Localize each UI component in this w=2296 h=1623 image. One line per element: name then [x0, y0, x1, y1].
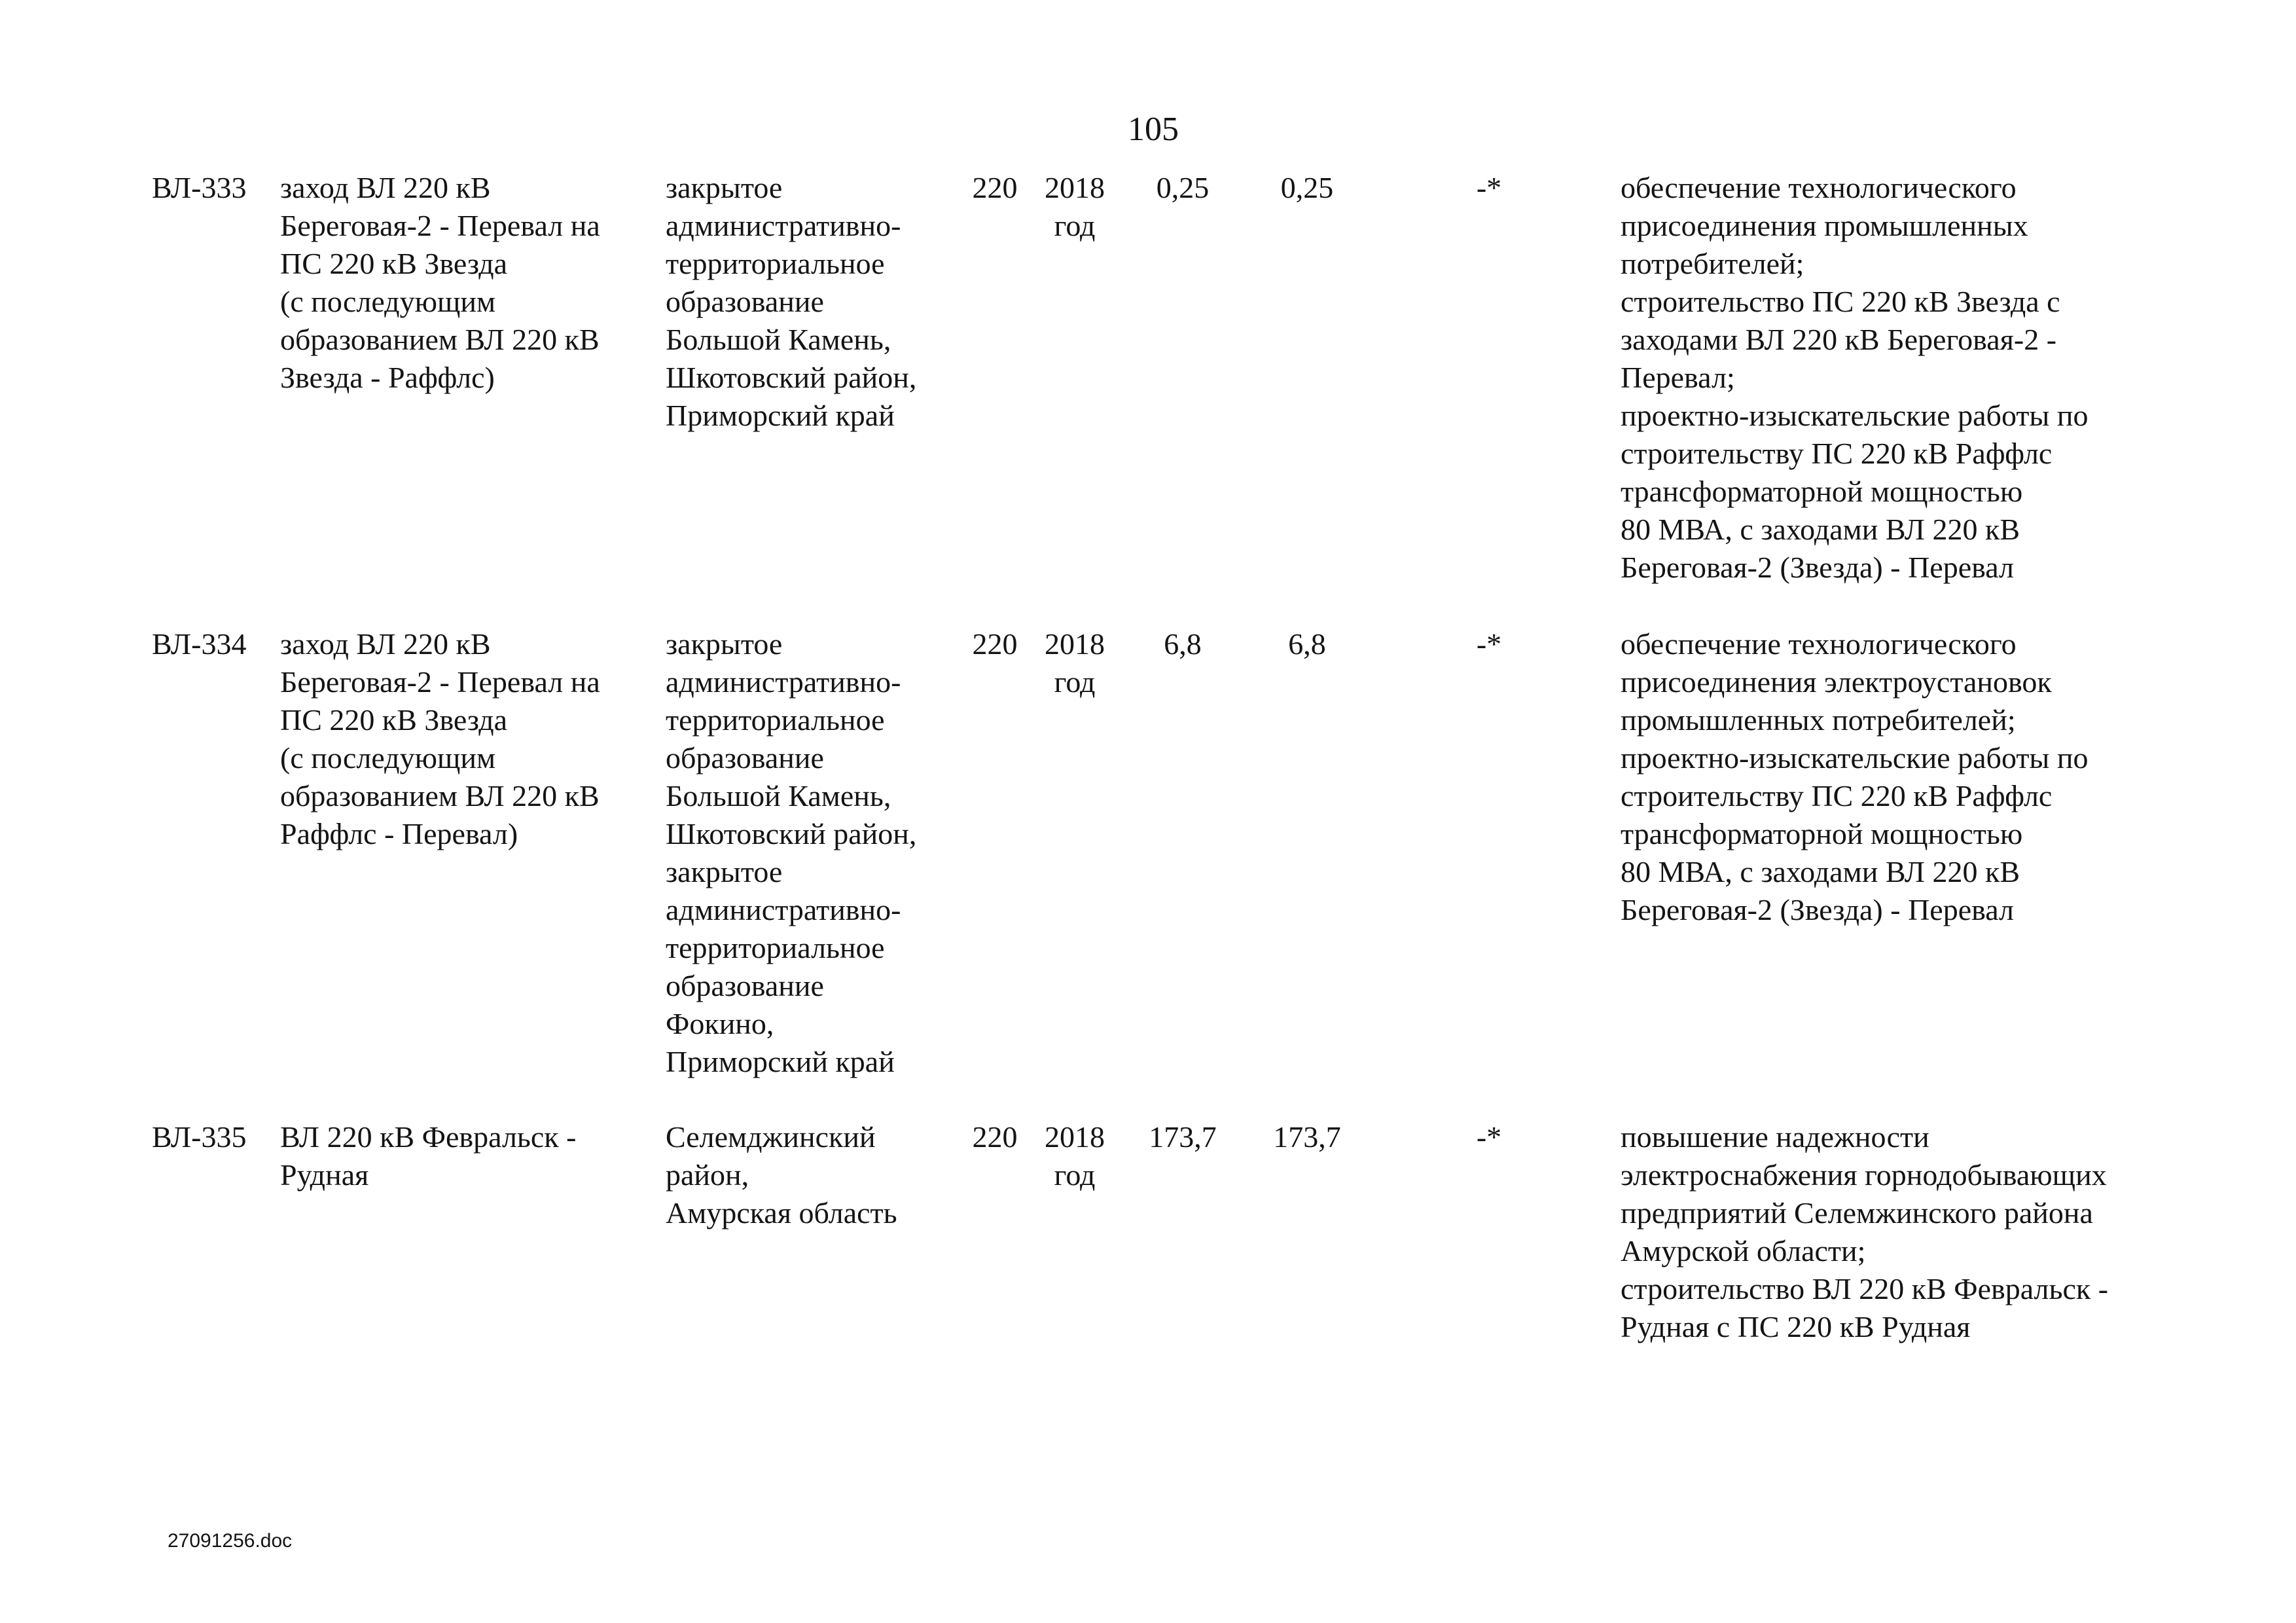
line-year: 2018 год	[1045, 627, 1105, 699]
document-filename: 27091256.doc	[168, 1530, 293, 1552]
line-length-2: 6,8	[1288, 627, 1326, 661]
line-length-1: 0,25	[1156, 171, 1210, 204]
line-purpose: обеспечение технологического присоединения промышленных потребителей; строительство ПС 220 кВ Звезда с заходами ВЛ 220 кВ Береговая-2 - Перевал; проектно-изыскательские работы по строительству ПС 220 кВ Раффлс трансформаторной мощностью 80 МВА, с заходами ВЛ 220 кВ Береговая-2 (Звезда) - Перевал	[1621, 171, 2089, 584]
line-code: ВЛ-334	[152, 627, 247, 661]
line-location: Селемджинский район, Амурская область	[666, 1120, 897, 1230]
line-length-2: 0,25	[1280, 171, 1334, 204]
line-purpose: обеспечение технологического присоединения электроустановок промышленных потребителей; проектно-изыскательские работы по строительству ПС 220 кВ Раффлс трансформаторной мощностью 80 МВА, с заходами ВЛ 220 кВ Береговая-2 (Звезда) - Перевал	[1621, 627, 2089, 926]
line-code: ВЛ-335	[152, 1120, 247, 1154]
line-code: ВЛ-333	[152, 171, 247, 204]
line-year: 2018 год	[1045, 171, 1105, 242]
line-year: 2018 год	[1045, 1120, 1105, 1192]
line-name: заход ВЛ 220 кВ Береговая-2 - Перевал на ПС 220 кВ Звезда (с последующим образованием ВЛ 220 кВ Звезда - Раффлс)	[280, 171, 600, 394]
line-voltage: 220	[972, 171, 1018, 204]
line-voltage: 220	[972, 627, 1018, 661]
page-number: 105	[1128, 111, 1179, 148]
line-location: закрытое административно- территориальное образование Большой Камень, Шкотовский район, закрытое административно- территориальное образование Фокино, Приморский край	[666, 627, 917, 1078]
line-purpose: повышение надежности электроснабжения горнодобывающих предприятий Селемжинского района Амурской области; строительство ВЛ 220 кВ Февральск - Рудная с ПС 220 кВ Рудная	[1621, 1120, 2109, 1343]
line-length-1: 173,7	[1149, 1120, 1217, 1154]
line-length-1: 6,8	[1164, 627, 1202, 661]
line-length-2: 173,7	[1273, 1120, 1341, 1154]
line-cost: -*	[1476, 171, 1502, 204]
line-name: ВЛ 220 кВ Февральск - Рудная	[280, 1120, 577, 1192]
line-cost: -*	[1476, 1120, 1502, 1154]
line-location: закрытое административно- территориальное образование Большой Камень, Шкотовский район, Приморский край	[666, 171, 917, 432]
line-name: заход ВЛ 220 кВ Береговая-2 - Перевал на ПС 220 кВ Звезда (с последующим образованием ВЛ 220 кВ Раффлс - Перевал)	[280, 627, 600, 850]
line-cost: -*	[1476, 627, 1502, 661]
line-voltage: 220	[972, 1120, 1018, 1154]
